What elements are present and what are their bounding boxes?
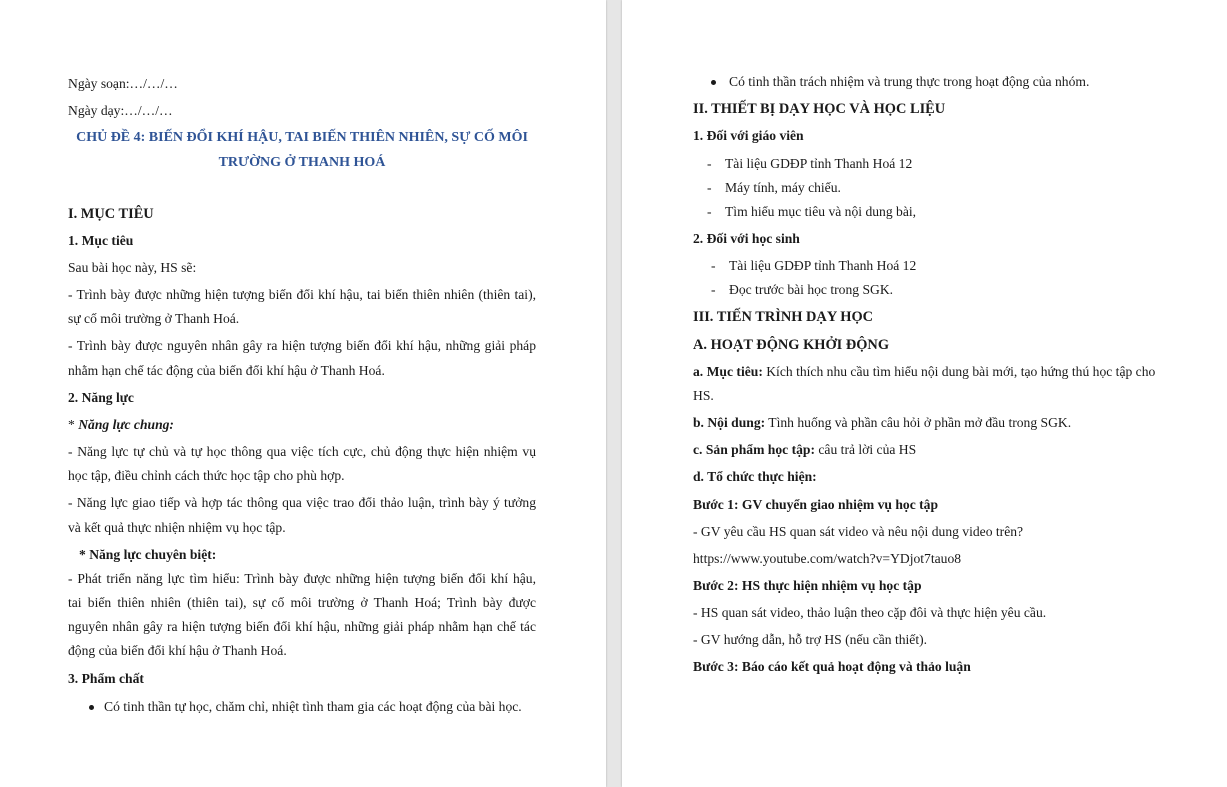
step-3-heading: Bước 3: Báo cáo kết quả hoạt động và thảo luận xyxy=(693,659,971,674)
step-2-heading: Bước 2: HS thực hiện nhiệm vụ học tập xyxy=(693,578,922,593)
specific-competence-line3: nguyên nhân gây ra hiện tượng biến đổi khí hậu, những giải pháp nhằm hạn chế tác xyxy=(68,619,536,634)
objective-2-line2: nhằm hạn chế tác động của biến đổi khí hậu ở Thanh Hoá. xyxy=(68,363,385,378)
dash-marker: - xyxy=(711,282,716,297)
general-competence-star: * xyxy=(68,417,79,432)
video-url[interactable]: https://www.youtube.com/watch?v=YDjot7tauo8 xyxy=(693,551,962,566)
specific-competence-label: * Năng lực chuyên biệt: xyxy=(79,547,217,562)
objective-1-line1: - Trình bày được những hiện tượng biến đổi khí hậu, tai biến thiên nhiên (thiên tai), xyxy=(68,287,536,302)
objective-2-line1: - Trình bày được nguyên nhân gây ra hiện tượng biến đổi khí hậu, những giải pháp xyxy=(68,338,536,353)
competence-2-line2: và kết quả thực nhiện nhiệm vụ học tập. xyxy=(68,520,286,535)
dash-marker: - xyxy=(707,156,712,171)
objectives-intro: Sau bài học này, HS sẽ: xyxy=(68,260,197,275)
general-competence-label xyxy=(68,416,174,434)
activity-goal-line2: HS. xyxy=(693,388,714,403)
student-item: Tài liệu GDĐP tỉnh Thanh Hoá 12 xyxy=(729,258,917,273)
activity-product-text: câu trả lời của HS xyxy=(815,442,917,457)
specific-competence-line4: động của biến đổi khí hậu ở Thanh Hoá. xyxy=(68,643,287,658)
teacher-item: Tài liệu GDĐP tỉnh Thanh Hoá 12 xyxy=(725,156,913,171)
dash-marker: - xyxy=(707,204,712,219)
quality-bullet-2: Có tinh thần trách nhiệm và trung thực trong hoạt động của nhóm. xyxy=(729,74,1090,89)
specific-competence-line1: - Phát triển năng lực tìm hiểu: Trình bày được những hiện tượng biến đổi khí hậu, xyxy=(68,571,536,586)
activity-goal-text: Kích thích nhu cầu tìm hiểu nội dung bài mới, tạo hứng thú học tập cho xyxy=(762,364,1156,379)
section-equipment-heading: II. THIẾT BỊ DẠY HỌC VÀ HỌC LIỆU xyxy=(693,101,946,117)
step-1-heading: Bước 1: GV chuyển giao nhiệm vụ học tập xyxy=(693,497,939,512)
teacher-subheading: 1. Đối với giáo viên xyxy=(693,128,804,143)
competence-1-line2: học tập, điều chỉnh cách thức học tập cho phù hợp. xyxy=(68,468,345,483)
qualities-subheading: 3. Phẩm chất xyxy=(68,671,144,686)
step-1-text: - GV yêu cầu HS quan sát video và nêu nội dung video trên? xyxy=(693,524,1024,539)
activity-product-label: c. Sản phẩm học tập: xyxy=(693,442,815,457)
teacher-item: Tìm hiểu mục tiêu và nội dung bài, xyxy=(725,204,917,219)
competence-subheading: 2. Năng lực xyxy=(68,390,134,405)
dash-marker: - xyxy=(707,180,712,195)
document-page-left xyxy=(0,0,606,787)
topic-title-line2: TRƯỜNG Ở THANH HOÁ xyxy=(218,155,386,170)
activity-goal-label: a. Mục tiêu: xyxy=(693,364,763,379)
activity-product xyxy=(693,441,916,459)
date-prepared: Ngày soạn:…/…/… xyxy=(68,76,178,91)
section-objectives-heading: I. MỤC TIÊU xyxy=(68,206,154,222)
activity-a-heading: A. HOẠT ĐỘNG KHỞI ĐỘNG xyxy=(693,337,890,353)
document-page-right xyxy=(622,0,1227,787)
student-item: Đọc trước bài học trong SGK. xyxy=(729,282,894,297)
bullet-dot xyxy=(711,80,716,85)
objectives-subheading: 1. Mục tiêu xyxy=(68,233,134,248)
competence-2-line1: - Năng lực giao tiếp và hợp tác thông qua việc trao đổi thảo luận, trình bày ý tưởng xyxy=(68,495,536,510)
competence-1-line1: - Năng lực tự chủ và tự học thông qua việc tích cực, chủ động thực hiện nhiệm vụ xyxy=(68,444,536,459)
activity-content-label: b. Nội dung: xyxy=(693,415,766,430)
step-2-text-2: - GV hướng dẫn, hỗ trợ HS (nếu cần thiết). xyxy=(693,632,928,647)
topic-title-line1: CHỦ ĐỀ 4: BIẾN ĐỔI KHÍ HẬU, TAI BIẾN THIÊN NHIÊN, SỰ CỐ MÔI xyxy=(76,130,528,145)
teacher-item: Máy tính, máy chiếu. xyxy=(725,180,841,195)
activity-organization-label: d. Tổ chức thực hiện: xyxy=(693,469,817,484)
specific-competence-line2: tai biến thiên nhiên (thiên tai), sự cố môi trường ở Thanh Hoá; Trình bày được xyxy=(68,595,536,610)
dash-marker: - xyxy=(711,258,716,273)
bullet-dot xyxy=(89,705,94,710)
section-process-heading: III. TIẾN TRÌNH DẠY HỌC xyxy=(693,309,874,325)
general-competence-text: Năng lực chung: xyxy=(78,417,174,432)
objective-1-line2: sự cố môi trường ở Thanh Hoá. xyxy=(68,311,240,326)
date-taught: Ngày dạy:…/…/… xyxy=(68,103,173,118)
activity-content-text: Tình huống và phần câu hỏi ở phần mở đầu trong SGK. xyxy=(765,415,1072,430)
student-subheading: 2. Đối với học sinh xyxy=(693,231,800,246)
quality-bullet-1: Có tinh thần tự học, chăm chỉ, nhiệt tình tham gia các hoạt động của bài học. xyxy=(104,699,522,714)
activity-content xyxy=(693,414,1071,432)
step-2-text-1: - HS quan sát video, thảo luận theo cặp đôi và thực hiện yêu cầu. xyxy=(693,605,1047,620)
activity-goal xyxy=(693,363,1155,381)
